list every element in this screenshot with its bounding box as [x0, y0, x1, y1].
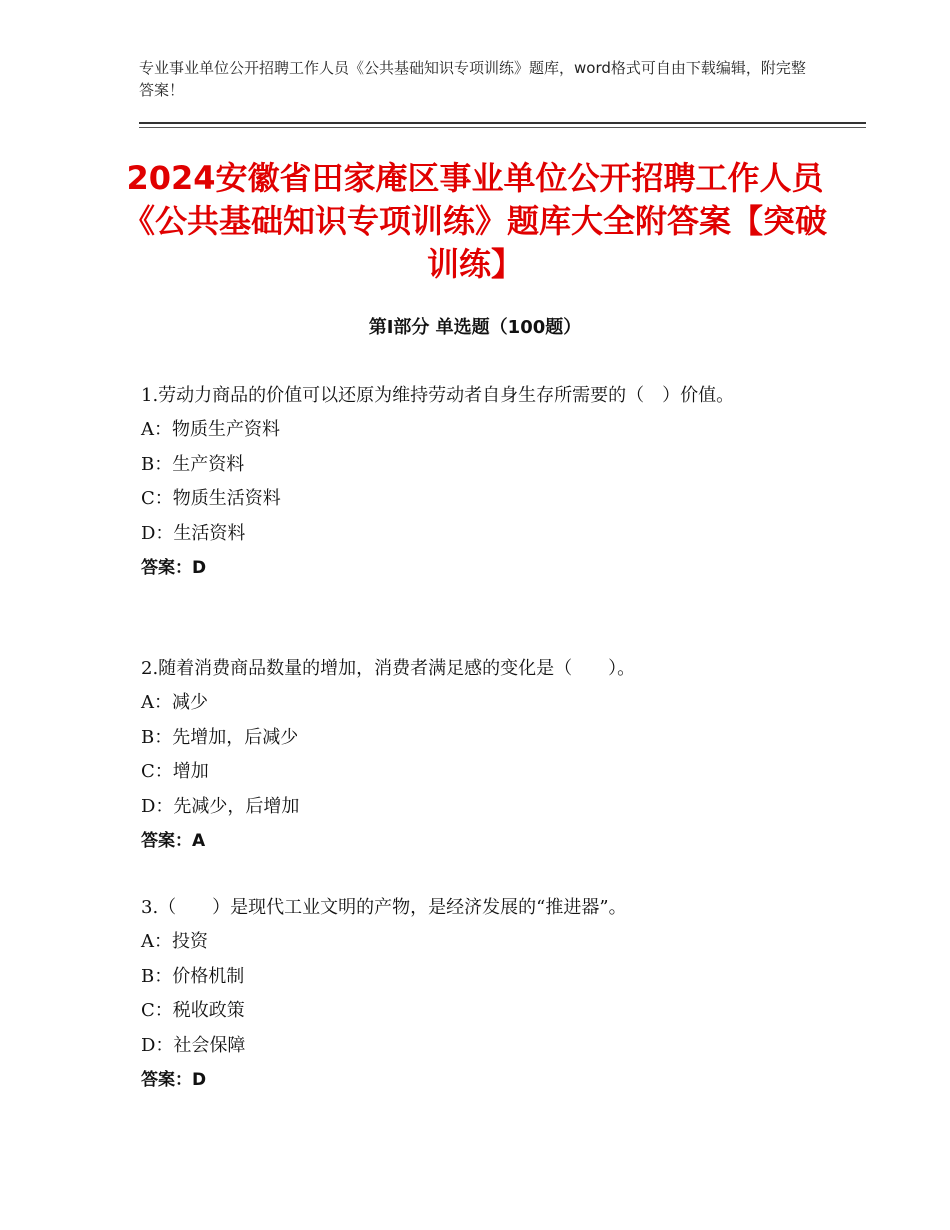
question-stem: 2.随着消费商品数量的增加，消费者满足感的变化是（ ）。 [141, 658, 636, 679]
answer: 答案：D [141, 558, 207, 578]
option-c: C：税收政策 [141, 1000, 245, 1021]
option-a: A：物质生产资料 [141, 419, 280, 440]
option-d: D：先减少，后增加 [141, 795, 300, 817]
document-title: 2024安徽省田家庵区事业单位公开招聘工作人员《公共基础知识专项训练》题库大全附答案【突破训练】 [122, 159, 827, 283]
section-title: 第Ⅰ部分 单选题（100题） [368, 317, 582, 338]
question-3 [141, 891, 801, 1097]
option-b: B：生产资料 [141, 453, 245, 475]
question-2 [141, 652, 801, 858]
option-a: A：投资 [141, 931, 208, 952]
answer: 答案：D [141, 1070, 207, 1090]
option-d: D：社会保障 [141, 1034, 246, 1056]
option-a: A：减少 [141, 692, 208, 713]
option-d: D：生活资料 [141, 522, 246, 544]
header-divider-thick [139, 122, 866, 124]
option-c: C：物质生活资料 [141, 488, 281, 509]
question-1 [141, 379, 801, 585]
header-note: 专业事业单位公开招聘工作人员《公共基础知识专项训练》题库，word格式可自由下载编辑，附完整答案！ [139, 59, 806, 99]
header-divider-thin [139, 127, 866, 128]
question-stem: 1.劳动力商品的价值可以还原为维持劳动者自身生存所需要的（ ）价值。 [141, 385, 735, 406]
answer: 答案：A [141, 831, 206, 851]
option-b: B：价格机制 [141, 965, 245, 987]
option-b: B：先增加，后减少 [141, 726, 299, 748]
option-c: C：增加 [141, 761, 209, 782]
question-stem: 3.（ ）是现代工业文明的产物，是经济发展的“推进器”。 [141, 897, 627, 918]
